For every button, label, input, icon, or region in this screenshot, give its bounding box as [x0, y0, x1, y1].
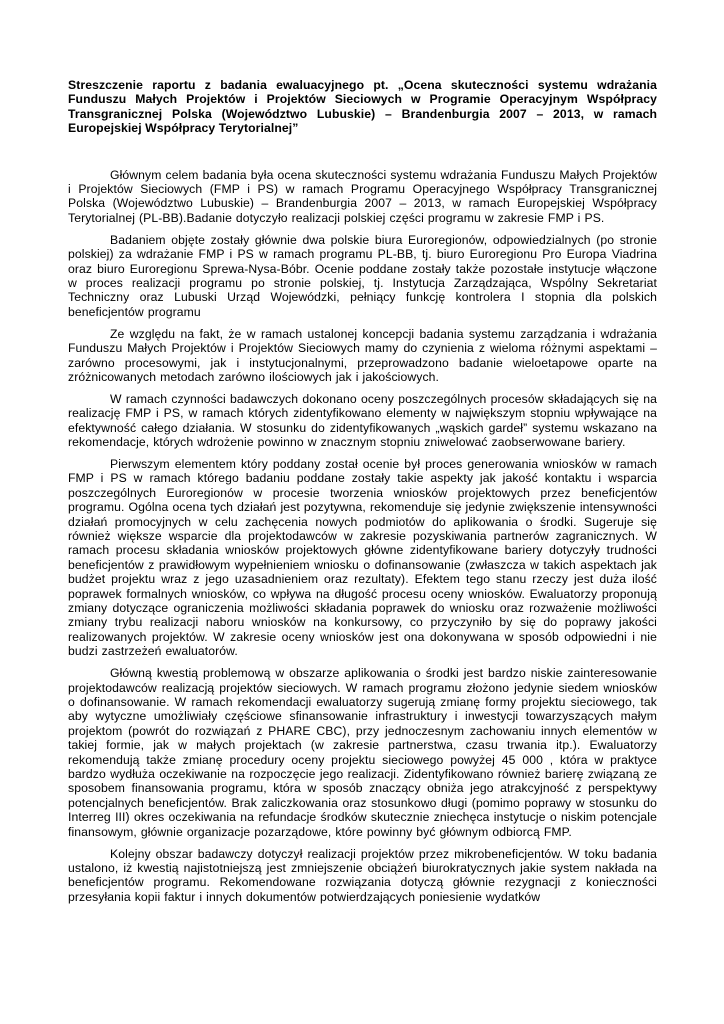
paragraph-microbeneficiaries: Kolejny obszar badawczy dotyczył realizacji projektów przez mikrobeneficjentów. W toku badania ustalono, iż kwestią najistotniejszą jest zmniejszenie obciążeń biurokratycznych jakie system nakłada na beneficjentów programu. Rekomendowane rozwiązania dotyczą głównie rezygnacji z konieczności przesyłania kopii faktur i innych dokumentów potwierdzających poniesienie wydatków: [68, 846, 657, 904]
document-title: Streszczenie raportu z badania ewaluacyjnego pt. „Ocena skuteczności systemu wdrażania Funduszu Małych Projektów i Projektów Sieciowych w Programie Operacyjnym Współpracy Transgranicznej Polska (Województwo Lubuskie) – Brandenburgia 2007 – 2013, w ramach Europejskiej Współpracy Terytorialnej”: [68, 78, 657, 136]
paragraph-processes: W ramach czynności badawczych dokonano oceny poszczególnych procesów składających się na realizację FMP i PS, w ramach których zidentyfikowano elementy w największym stopniu wpływające na efektywność całego działania. W stosunku do zidentyfikowanych „wąskich gardeł” systemu wskazano na rekomendacje, których wdrożenie powinno w znacznym stopniu zniwelować zaobserwowane bariery.: [68, 391, 657, 450]
paragraph-application-process: Pierwszym elementem który poddany został ocenie był proces generowania wniosków w ramach FMP i PS w ramach którego badaniu poddane zostały takie aspekty jak jakość kontaktu i wsparcia poszczególnych Euroregionów w procesie tworzenia wniosków projektowych przez beneficjentów programu. Ogólna ocena tych działań jest pozytywna, rekomenduje się jedynie zwiększenie intensywności działań promocyjnych w celu zachęcenia nowych podmiotów do aplikowania o środki. Sugeruje się również większe wsparcie dla projektodawców w zakresie pozyskiwania partnerów zagranicznych. W ramach procesu składania wniosków projektowych główne zidentyfikowane bariery dotyczyły trudności beneficjentów z prawidłowym wypełnieniem wniosku o dofinansowanie (zwłaszcza w takich aspektach jak budżet projektu wraz z jego uzasadnieniem oraz rezultaty). Efektem tego stanu rzeczy jest duża ilość poprawek formalnych wniosków, co wpływa na długość procesu oceny wniosków. Ewaluatorzy proponują zmiany dotyczące ograniczenia możliwości składania poprawek do wniosku oraz rozważenie możliwości zmiany trybu realizacji naboru wniosków na konkursowy, co przyczyniło by się do poprawy jakości realizowanych projektów. W zakresie oceny wniosków jest ona dokonywana w sposób odpowiedni i nie budzi zastrzeżeń ewaluatorów.: [68, 456, 657, 659]
paragraph-network-projects: Główną kwestią problemową w obszarze aplikowania o środki jest bardzo niskie zainteresowanie projektodawców realizacją projektów sieciowych. W ramach programu złożono jedynie siedem wniosków o dofinansowanie. W ramach rekomendacji ewaluatorzy sugerują zmianę formy projektu sieciowego, tak aby wytyczne umożliwiały częściowe sfinansowanie infrastruktury i inwestycji towarzyszących małym projektom (powrót do rozwiązań z PHARE CBC), przy jednoczesnym zachowaniu innych elementów w takiej formie, jak w małych projektach (w zakresie partnerstwa, czasu trwania itp.). Ewaluatorzy rekomendują także zmianę procedury oceny projektu sieciowego powyżej 45 000 , która w praktyce bardzo wydłuża oczekiwanie na rozpoczęcie jego realizacji. Zidentyfikowano również barierę związaną ze sposobem finansowania programu, która w sposób znaczący obniża jego atrakcyjność z perspektywy potencjalnych beneficjentów. Brak zaliczkowania oraz stosunkowo długi (pomimo poprawy w stosunku do Interreg III) okres oczekiwania na refundacje środków skutecznie zniechęca instytucje o niskim potencjale finansowym, głównie organizacje pozarządowe, które powinny być głównym odbiorcą FMP.: [68, 666, 657, 839]
paragraph-scope: Badaniem objęte zostały głównie dwa polskie biura Euroregionów, odpowiedzialnych (po stronie polskiej) za wdrażanie FMP i PS w ramach programu PL-BB, tj. biuro Euroregionu Pro Europa Viadrina oraz biuro Euroregionu Sprewa-Nysa-Bóbr. Ocenie poddane zostały także pozostałe instytucje włączone w proces realizacji programu po stronie polskiej, tj. Instytucja Zarządzająca, Wspólny Sekretariat Techniczny oraz Lubuski Urząd Wojewódzki, pełniący funkcję kontrolera I stopnia dla polskich beneficjentów programu: [68, 232, 657, 319]
paragraph-objective: Głównym celem badania była ocena skuteczności systemu wdrażania Funduszu Małych Projektów i Projektów Sieciowych (FMP i PS) w ramach Programu Operacyjnego Współpracy Transgranicznej Polska (Województwo Lubuskie) – Brandenburgia 2007 – 2013, w ramach Europejskiej Współpracy Terytorialnej (PL-BB).Badanie dotyczyło realizacji polskiej części programu w zakresie FMP i PS.: [68, 167, 657, 225]
paragraph-methodology: Ze względu na fakt, że w ramach ustalonej koncepcji badania systemu zarządzania i wdrażania Funduszu Małych Projektów i Projektów Sieciowych mamy do czynienia z wieloma różnymi aspektami – zarówno procesowymi, jak i instytucjonalnymi, przeprowadzono badanie wieloetapowe oparte na zróżnicowanych metodach zarówno ilościowych jak i jakościowych.: [68, 326, 657, 384]
